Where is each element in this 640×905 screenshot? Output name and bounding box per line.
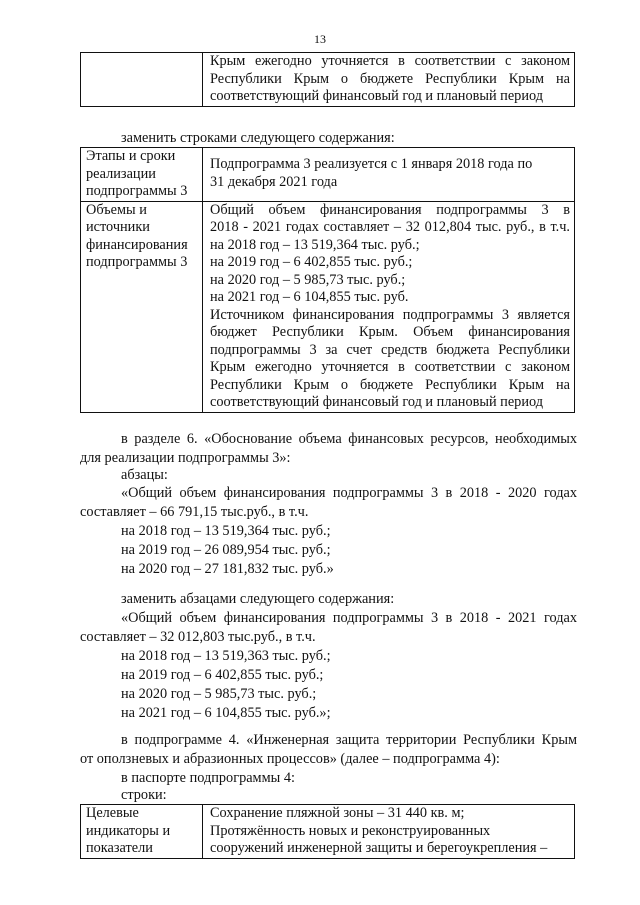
section6-line2: для реализации подпрограммы 3»: <box>80 450 291 466</box>
table-subprogram-3 <box>80 147 575 413</box>
table-label-volumes: Объемы и источники финансирования подпрограммы 3 <box>81 201 203 412</box>
section6-line1: в разделе 6. «Обоснование объема финансовых ресурсов, необходимых <box>121 431 577 447</box>
new-item-2021: на 2021 год – 6 104,855 тыс. руб.»; <box>121 705 331 721</box>
new-total-line2: составляет – 32 012,803 тыс.руб., в т.ч. <box>80 629 316 645</box>
table-label-stages: Этапы и сроки реализации подпрограммы 3 <box>81 148 203 202</box>
old-total-line1: «Общий объем финансирования подпрограммы 3 в 2018 - 2020 годах <box>121 485 577 501</box>
replace-rows-intro: заменить строками следующего содержания: <box>121 130 395 146</box>
old-item-2020: на 2020 год – 27 181,832 тыс. руб.» <box>121 561 334 577</box>
replace-paragraphs-intro: заменить абзацами следующего содержания: <box>121 591 395 607</box>
table-text-stages: Подпрограмма 3 реализуется с 1 января 2018 года по 31 декабря 2021 года <box>203 148 575 202</box>
table-target-indicators <box>80 804 575 859</box>
table-continuation <box>80 52 575 107</box>
old-item-2018: на 2018 год – 13 519,364 тыс. руб.; <box>121 523 331 539</box>
table-text-volumes: Общий объем финансирования подпрограммы 3 в 2018 - 2021 годах составляет – 32 012,804 тыс. руб., в т.ч. на 2018 год – 13 519,364 тыс. руб.; на 2019 год – 6 402,855 тыс. руб.; на 2020 год – 5 985,73 тыс. руб.; на 2021 год – 6 104,855 тыс. руб. Источником финансирования подпрограммы 3 является бюджет Республики Крым. Объем финансирования подпрограммы 3 за счет средств бюджета Республики Крым ежегодно уточняется в соответствии с законом Республики Крым о бюджете Республики Крым на соответствующий финансовый год и плановый период <box>203 201 575 412</box>
new-item-2020: на 2020 год – 5 985,73 тыс. руб.; <box>121 686 317 702</box>
new-item-2019: на 2019 год – 6 402,855 тыс. руб.; <box>121 667 324 683</box>
new-total-line1: «Общий объем финансирования подпрограммы 3 в 2018 - 2021 годах <box>121 610 577 626</box>
sub4-rows-word: строки: <box>121 787 167 803</box>
new-item-2018: на 2018 год – 13 519,363 тыс. руб.; <box>121 648 331 664</box>
sub4-line1: в подпрограмме 4. «Инженерная защита территории Республики Крым <box>121 732 577 748</box>
sub4-passport: в паспорте подпрограммы 4: <box>121 770 295 786</box>
old-total-line2: составляет – 66 791,15 тыс.руб., в т.ч. <box>80 504 309 520</box>
table-cell-text: Крым ежегодно уточняется в соответствии с законом Республики Крым о бюджете Республики Крым на соответствующий финансовый год и плановый период <box>203 53 575 107</box>
section6-abzacy: абзацы: <box>121 467 168 483</box>
table-text-indicators: Сохранение пляжной зоны – 31 440 кв. м; Протяжённость новых и реконструированных сооружений инженерной защиты и берегоукрепления – <box>203 805 575 859</box>
old-item-2019: на 2019 год – 26 089,954 тыс. руб.; <box>121 542 331 558</box>
table-cell-empty <box>81 53 203 107</box>
sub4-line2: от оползневых и абразионных процессов» (далее – подпрограмма 4): <box>80 751 500 767</box>
table-label-indicators: Целевые индикаторы и показатели <box>81 805 203 859</box>
page-number: 13 <box>314 32 326 46</box>
